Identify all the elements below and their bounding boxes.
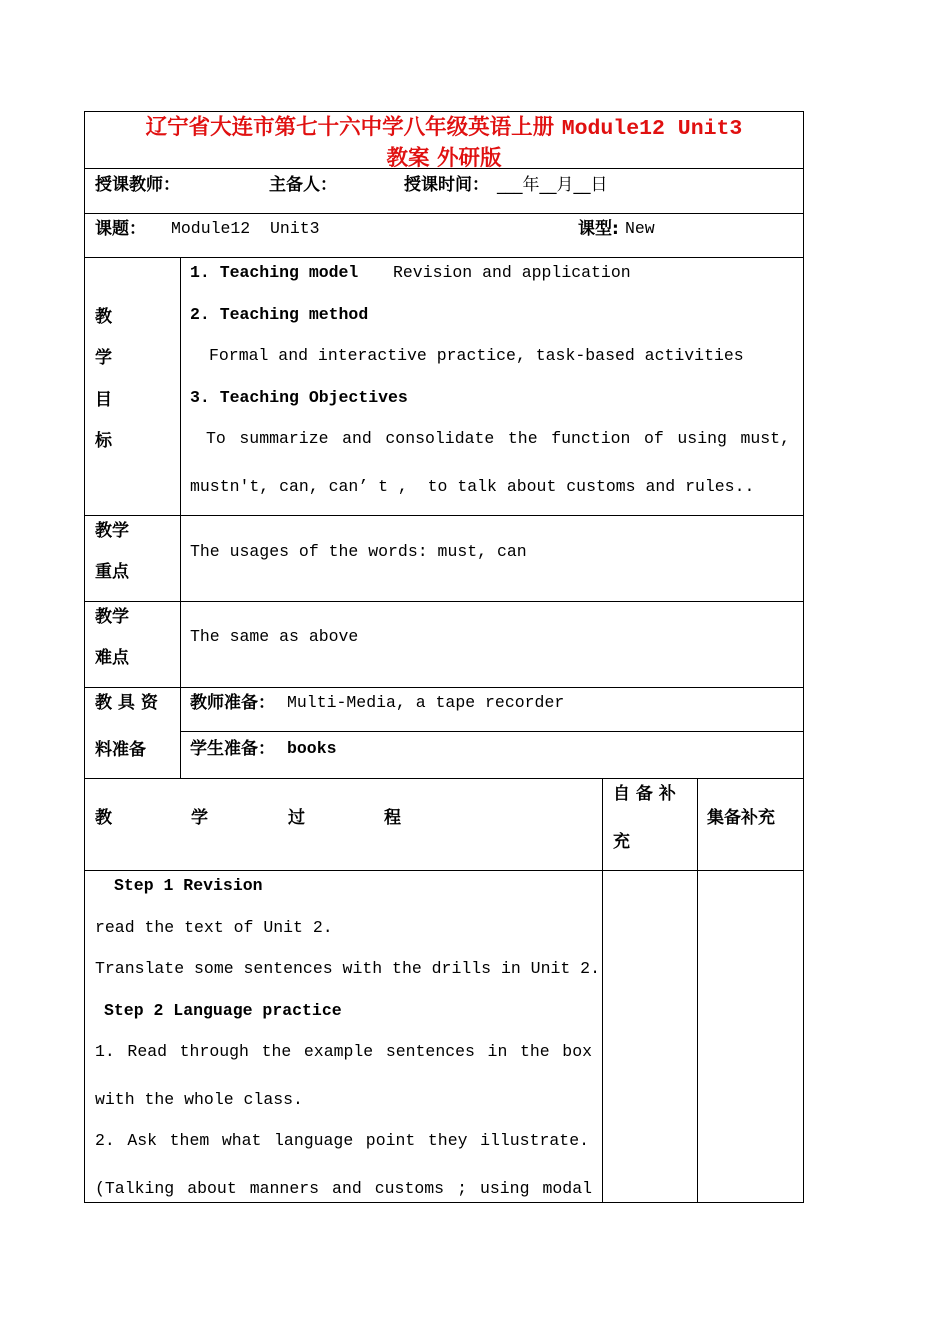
teacher-prep-value: Multi-Media, a tape recorder: [287, 693, 565, 712]
student-prep-value: books: [287, 739, 337, 758]
step1-line: read the text of Unit 2.: [95, 918, 333, 937]
divider: [84, 257, 804, 258]
teaching-model-label: 1. Teaching model: [190, 263, 359, 282]
step2-line: 1. Read through the example sentences in the box: [95, 1042, 592, 1061]
materials-label: 教 具 资: [95, 693, 158, 713]
column-divider: [602, 778, 603, 1203]
difficult-points-label: 教学: [95, 607, 129, 627]
topic-value: Module12 Unit3: [171, 219, 320, 238]
objectives-label-char: 目: [95, 390, 112, 410]
objectives-label-char: 标: [95, 431, 112, 451]
divider: [180, 731, 804, 732]
step2-line: 2. Ask them what language point they illustrate.: [95, 1131, 589, 1150]
lesson-plan-table: [84, 111, 804, 1203]
step1-title: Step 1 Revision: [114, 876, 263, 895]
teaching-objectives-line: mustn't, can, can’ t , to talk about customs and rules..: [190, 477, 755, 496]
key-points-label: 重点: [95, 562, 129, 582]
divider: [84, 778, 804, 779]
key-points-content: The usages of the words: must, can: [190, 542, 527, 561]
process-header-char: 教: [95, 808, 112, 828]
type-label: 课型:: [578, 219, 619, 239]
table-border-top: [84, 111, 804, 112]
teaching-objectives-line: To summarize and consolidate the function of using must,: [206, 429, 790, 448]
teacher-label: 授课教师：: [95, 175, 180, 195]
self-supplement-label: 自 备 补: [613, 784, 676, 804]
process-header-char: 程: [384, 808, 401, 828]
title-module: Module12 Unit3: [561, 117, 743, 141]
topic-label: 课题：: [95, 219, 146, 239]
difficult-points-label: 难点: [95, 648, 129, 668]
column-divider: [697, 778, 698, 1203]
teaching-method-label: 2. Teaching method: [190, 305, 369, 324]
title-chinese: 辽宁省大连市第七十六中学八年级英语上册: [145, 115, 555, 140]
teaching-objectives-label: 3. Teaching Objectives: [190, 388, 408, 407]
divider: [84, 687, 804, 688]
divider: [84, 213, 804, 214]
divider: [84, 601, 804, 602]
divider: [84, 870, 804, 871]
type-value: New: [625, 219, 655, 238]
time-blanks: ___年__月__日: [497, 175, 608, 195]
key-points-label: 教学: [95, 521, 129, 541]
step1-line: Translate some sentences with the drills in Unit 2.: [95, 959, 600, 978]
table-border-left: [84, 111, 85, 1203]
self-supplement-label: 充: [613, 832, 630, 852]
teacher-prep-label: 教师准备：: [190, 693, 275, 713]
difficult-points-content: The same as above: [190, 627, 359, 646]
step2-line: (Talking about manners and customs ; using modal: [95, 1179, 592, 1198]
table-border-right: [803, 111, 804, 1203]
column-divider: [180, 257, 181, 778]
objectives-label-char: 学: [95, 348, 112, 368]
divider: [84, 515, 804, 516]
teaching-method-value: Formal and interactive practice, task-based activities: [209, 346, 744, 365]
step2-title: Step 2 Language practice: [104, 1001, 342, 1020]
group-supplement-label: 集备补充: [707, 808, 775, 828]
document-title: [84, 113, 804, 173]
title-line2: 教案 外研版: [386, 146, 502, 171]
materials-label: 料准备: [95, 740, 146, 760]
teaching-model-value: Revision and application: [393, 263, 631, 282]
step2-line: with the whole class.: [95, 1090, 303, 1109]
process-header-char: 学: [191, 808, 208, 828]
preparer-label: 主备人：: [269, 175, 337, 195]
time-label: 授课时间：: [404, 175, 489, 195]
student-prep-label: 学生准备：: [190, 739, 275, 759]
objectives-label-char: 教: [95, 307, 112, 327]
process-header-char: 过: [288, 808, 305, 828]
table-border-bottom: [84, 1202, 804, 1203]
